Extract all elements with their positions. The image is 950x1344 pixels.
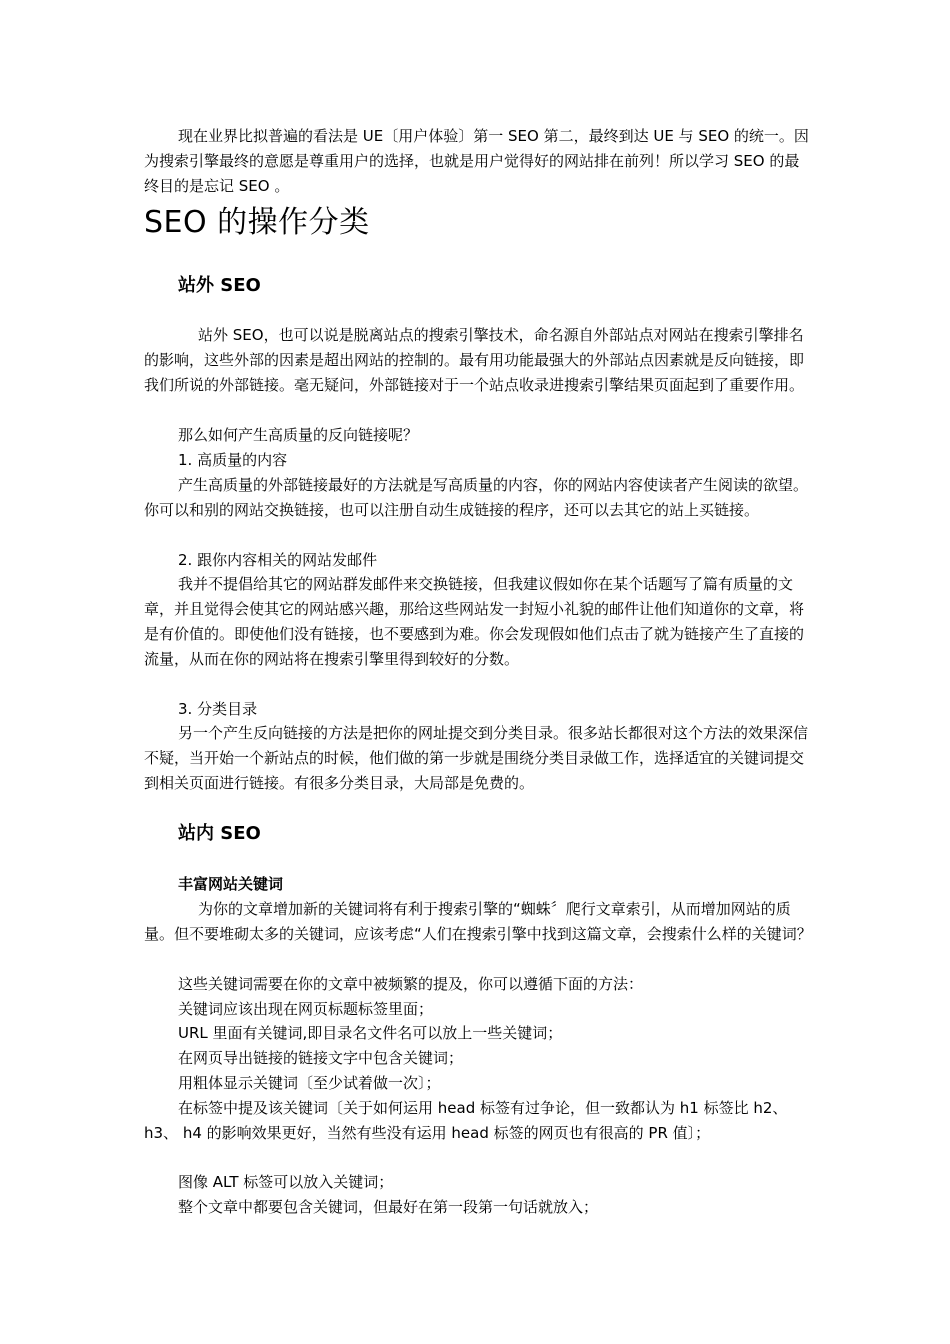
main-heading: SEO 的操作分类 (144, 205, 370, 240)
item3-text: 另一个产生反向链接的方法是把你的网址提交到分类目录。很多站长都很对这个方法的效果深信不疑，当开始一个新站点的时候，他们做的第一步就是围绕分类目录做工作，选择适宜的关键词提交到相关页面进行链接。有很多分类目录，大局部是免费的。 (144, 724, 809, 792)
offsite-question: 那么如何产生高质量的反向链接呢？ (178, 426, 419, 444)
head-tag-paragraph: 在标签中提及该关键词〔关于如何运用 head 标签有过争论，但一致都认为 h1 标签比 h2、h3、 h4 的影响效果更好，当然有些没有运用 head 标签的网页也有很高的 PR 值〕； (144, 1099, 788, 1142)
onsite-line-1: 这些关键词需要在你的文章中被频繁的提及，你可以遵循下面的方法： (178, 975, 644, 993)
onsite-line-2: 关键词应该出现在网页标题标签里面； (178, 1000, 434, 1018)
item2-title: 2. 跟你内容相关的网站发邮件 (178, 551, 378, 569)
item3-title: 3. 分类目录 (178, 700, 258, 718)
item1-title: 1. 高质量的内容 (178, 451, 288, 469)
onsite-subheading: 丰富网站关键词 (178, 875, 284, 893)
onsite-line-4: 在网页导出链接的链接文字中包含关键词； (178, 1049, 464, 1067)
onsite-line-5: 用粗体显示关键词〔至少试着做一次〕； (178, 1074, 441, 1092)
last-line: 整个文章中都要包含关键词，但最好在第一段第一句话就放入； (178, 1198, 599, 1216)
intro-paragraph: 现在业界比拟普遍的看法是 UE〔用户体验〕第一 SEO 第二，最终到达 UE 与 SEO 的统一。因为搜索引擎最终的意愿是尊重用户的选择，也就是用户觉得好的网站排在前列！所以学习 SEO 的最终目的是忘记 SEO 。 (144, 127, 809, 195)
item2-text: 我并不提倡给其它的网站群发邮件来交换链接，但我建议假如你在某个话题写了篇有质量的文章，并且觉得会使其它的网站感兴趣，那给这些网站发一封短小礼貌的邮件让他们知道你的文章，将是有价值的。即使他们没有链接，也不要感到为难。你会发现假如他们点击了就为链接产生了直接的流量，从而在你的网站将在搜索引擎里得到较好的分数。 (144, 575, 805, 668)
item1-text: 产生高质量的外部链接最好的方法就是写高质量的内容，你的网站内容使读者产生阅读的欲望。你可以和别的网站交换链接，也可以注册自动生成链接的程序，还可以去其它的站上买链接。 (144, 476, 809, 519)
onsite-paragraph: 为你的文章增加新的关键词将有利于搜索引擎的“蜘蛛〞爬行文章索引，从而增加网站的质量。但不要堆砌太多的关键词，应该考虑“人们在搜索引擎中找到这篇文章，会搜索什么样的关键词？ (144, 900, 812, 943)
alt-tag-line: 图像 ALT 标签可以放入关键词； (178, 1173, 394, 1191)
offsite-heading: 站外 SEO (178, 275, 261, 296)
onsite-line-3: URL 里面有关键词,即目录名文件名可以放上一些关键词； (178, 1024, 563, 1042)
offsite-paragraph: 站外 SEO，也可以说是脱离站点的搜索引擎技术，命名源自外部站点对网站在搜索引擎排名的影响，这些外部的因素是超出网站的控制的。最有用功能最强大的外部站点因素就是反向链接，即我们所说的外部链接。毫无疑问，外部链接对于一个站点收录进搜索引擎结果页面起到了重要作用。 (144, 326, 805, 394)
onsite-heading: 站内 SEO (178, 823, 261, 844)
